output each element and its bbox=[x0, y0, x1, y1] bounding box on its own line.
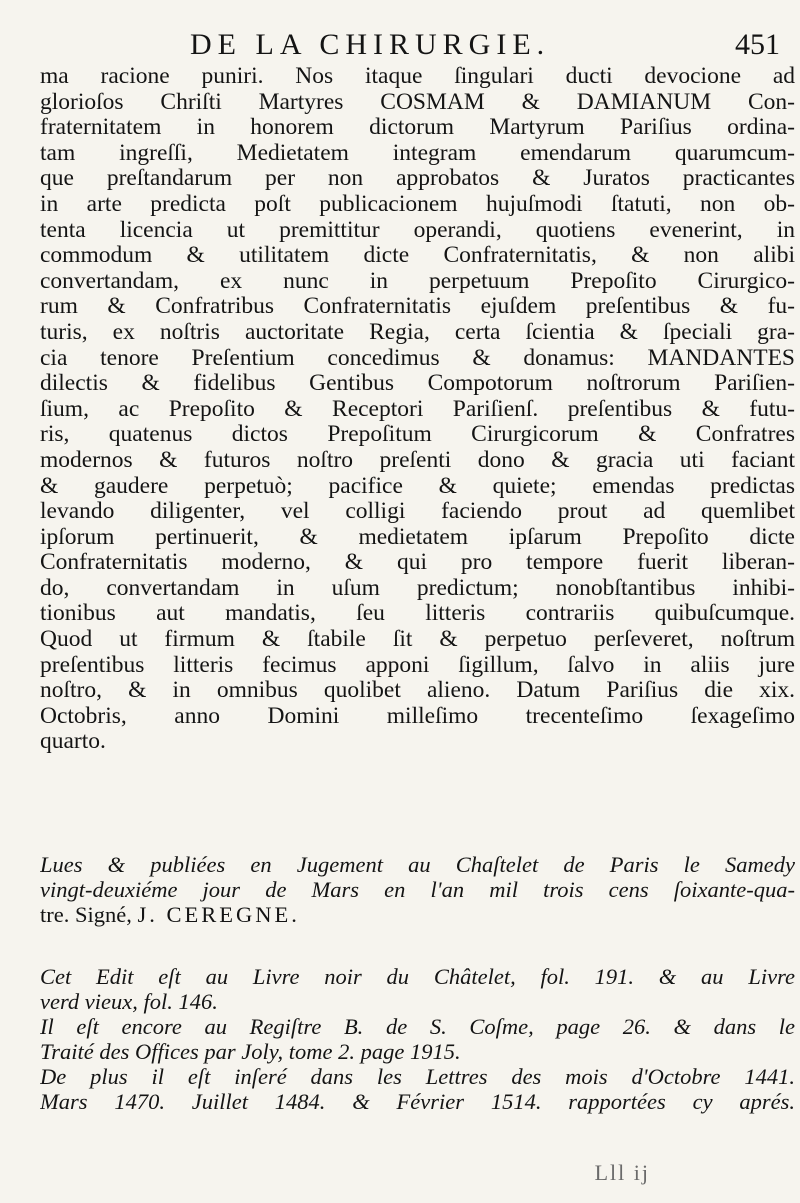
text-line: ris, quatenus dictos Prepoſitum Cirurgicorum & Confratres bbox=[40, 422, 795, 448]
text-line: tionibus aut mandatis, ſeu litteris contrariis quibuſcumque. bbox=[40, 601, 795, 627]
reference-line: Traité des Offices par Joly, tome 2. page 1915. bbox=[40, 1039, 461, 1064]
text-line: ma racione puniri. Nos itaque ſingulari ducti devocione ad bbox=[40, 64, 795, 89]
text-line: modernos & futuros noſtro preſenti dono & gracia uti faciant bbox=[40, 447, 795, 473]
text-line: tenta licencia ut premittitur operandi, quotiens evenerint, in bbox=[40, 217, 795, 243]
running-title: DE LA CHIRURGIE. bbox=[190, 28, 551, 61]
reference-line: Cet Edit eſt au Livre noir du Châtelet, fol. 191. & au Livre bbox=[40, 964, 795, 989]
text-line: in arte predicta poſt publicacionem hujuſmodi ſtatuti, non ob- bbox=[40, 191, 795, 217]
signature-name: J. CEREGNE. bbox=[137, 902, 300, 927]
text-line: commodum & utilitatem dicte Confraternitatis, & non alibi bbox=[40, 243, 795, 269]
text-line: levando diligenter, vel colligi faciendo prout ad quemlibet bbox=[40, 499, 795, 525]
publication-note bbox=[40, 852, 795, 927]
text-line-final: quarto. bbox=[40, 728, 106, 755]
page-number: 451 bbox=[735, 28, 780, 61]
text-line: noſtro, & in omnibus quolibet alieno. Datum Pariſius die xix. bbox=[40, 678, 795, 704]
references-note bbox=[40, 964, 795, 1114]
text-line: do, convertandam in uſum predictum; nonobſtantibus inhibi- bbox=[40, 575, 795, 601]
text-line: & gaudere perpetuò; pacifice & quiete; emendas predictas bbox=[40, 473, 795, 499]
note-line: Lues & publiées en Jugement au Chaſtelet de Paris le Samedy bbox=[40, 852, 795, 877]
text-line: tam ingreſſi, Medietatem integram emendarum quarumcum- bbox=[40, 140, 795, 166]
signature-line bbox=[40, 902, 795, 927]
reference-line: De plus il eſt inſeré dans les Lettres des mois d'Octobre 1441. bbox=[40, 1064, 795, 1089]
text-line: Confraternitatis moderno, & qui pro tempore fuerit liberan- bbox=[40, 550, 795, 576]
reference-line: Mars 1470. Juillet 1484. & Février 1514. rapportées cy aprés. bbox=[40, 1089, 795, 1114]
text-line: ſium, ac Prepoſito & Receptori Pariſienſ. preſentibus & futu- bbox=[40, 396, 795, 422]
note-line: vingt-deuxiéme jour de Mars en l'an mil trois cens ſoixante-qua- bbox=[40, 877, 795, 902]
text-line: convertandam, ex nunc in perpetuum Prepoſito Cirurgico- bbox=[40, 268, 795, 294]
signature-prefix: tre. Signé, bbox=[40, 902, 132, 927]
text-line: preſentibus litteris fecimus apponi ſigillum, ſalvo in aliis jure bbox=[40, 652, 795, 678]
decree-text bbox=[40, 64, 795, 755]
text-line: Quod ut firmum & ſtabile ſit & perpetuo perſeveret, noſtrum bbox=[40, 627, 795, 653]
text-line: turis, ex noſtris auctoritate Regia, certa ſcientia & ſpeciali gra- bbox=[40, 319, 795, 345]
signature-mark: Lll ij bbox=[594, 1160, 650, 1185]
text-line: ipſorum pertinuerit, & medietatem ipſarum Prepoſito dicte bbox=[40, 524, 795, 550]
text-line: dilectis & fidelibus Gentibus Compotorum noſtrorum Pariſien- bbox=[40, 371, 795, 397]
reference-line: Il eſt encore au Regiſtre B. de S. Coſme, page 26. & dans le bbox=[40, 1014, 795, 1039]
text-line: que preſtandarum per non approbatos & Juratos practicantes bbox=[40, 166, 795, 192]
reference-line: verd vieux, fol. 146. bbox=[40, 989, 218, 1014]
page-header bbox=[40, 22, 780, 62]
text-line: Octobris, anno Domini milleſimo trecenteſimo ſexageſimo bbox=[40, 703, 795, 729]
text-line: cia tenore Preſentium concedimus & donamus: MANDANTES bbox=[40, 345, 795, 371]
text-line: rum & Confratribus Confraternitatis ejuſdem preſentibus & fu- bbox=[40, 294, 795, 320]
text-line: fraternitatem in honorem dictorum Martyrum Pariſius ordina- bbox=[40, 115, 795, 141]
text-line: glorioſos Chriſti Martyres COSMAM & DAMIANUM Con- bbox=[40, 89, 795, 115]
